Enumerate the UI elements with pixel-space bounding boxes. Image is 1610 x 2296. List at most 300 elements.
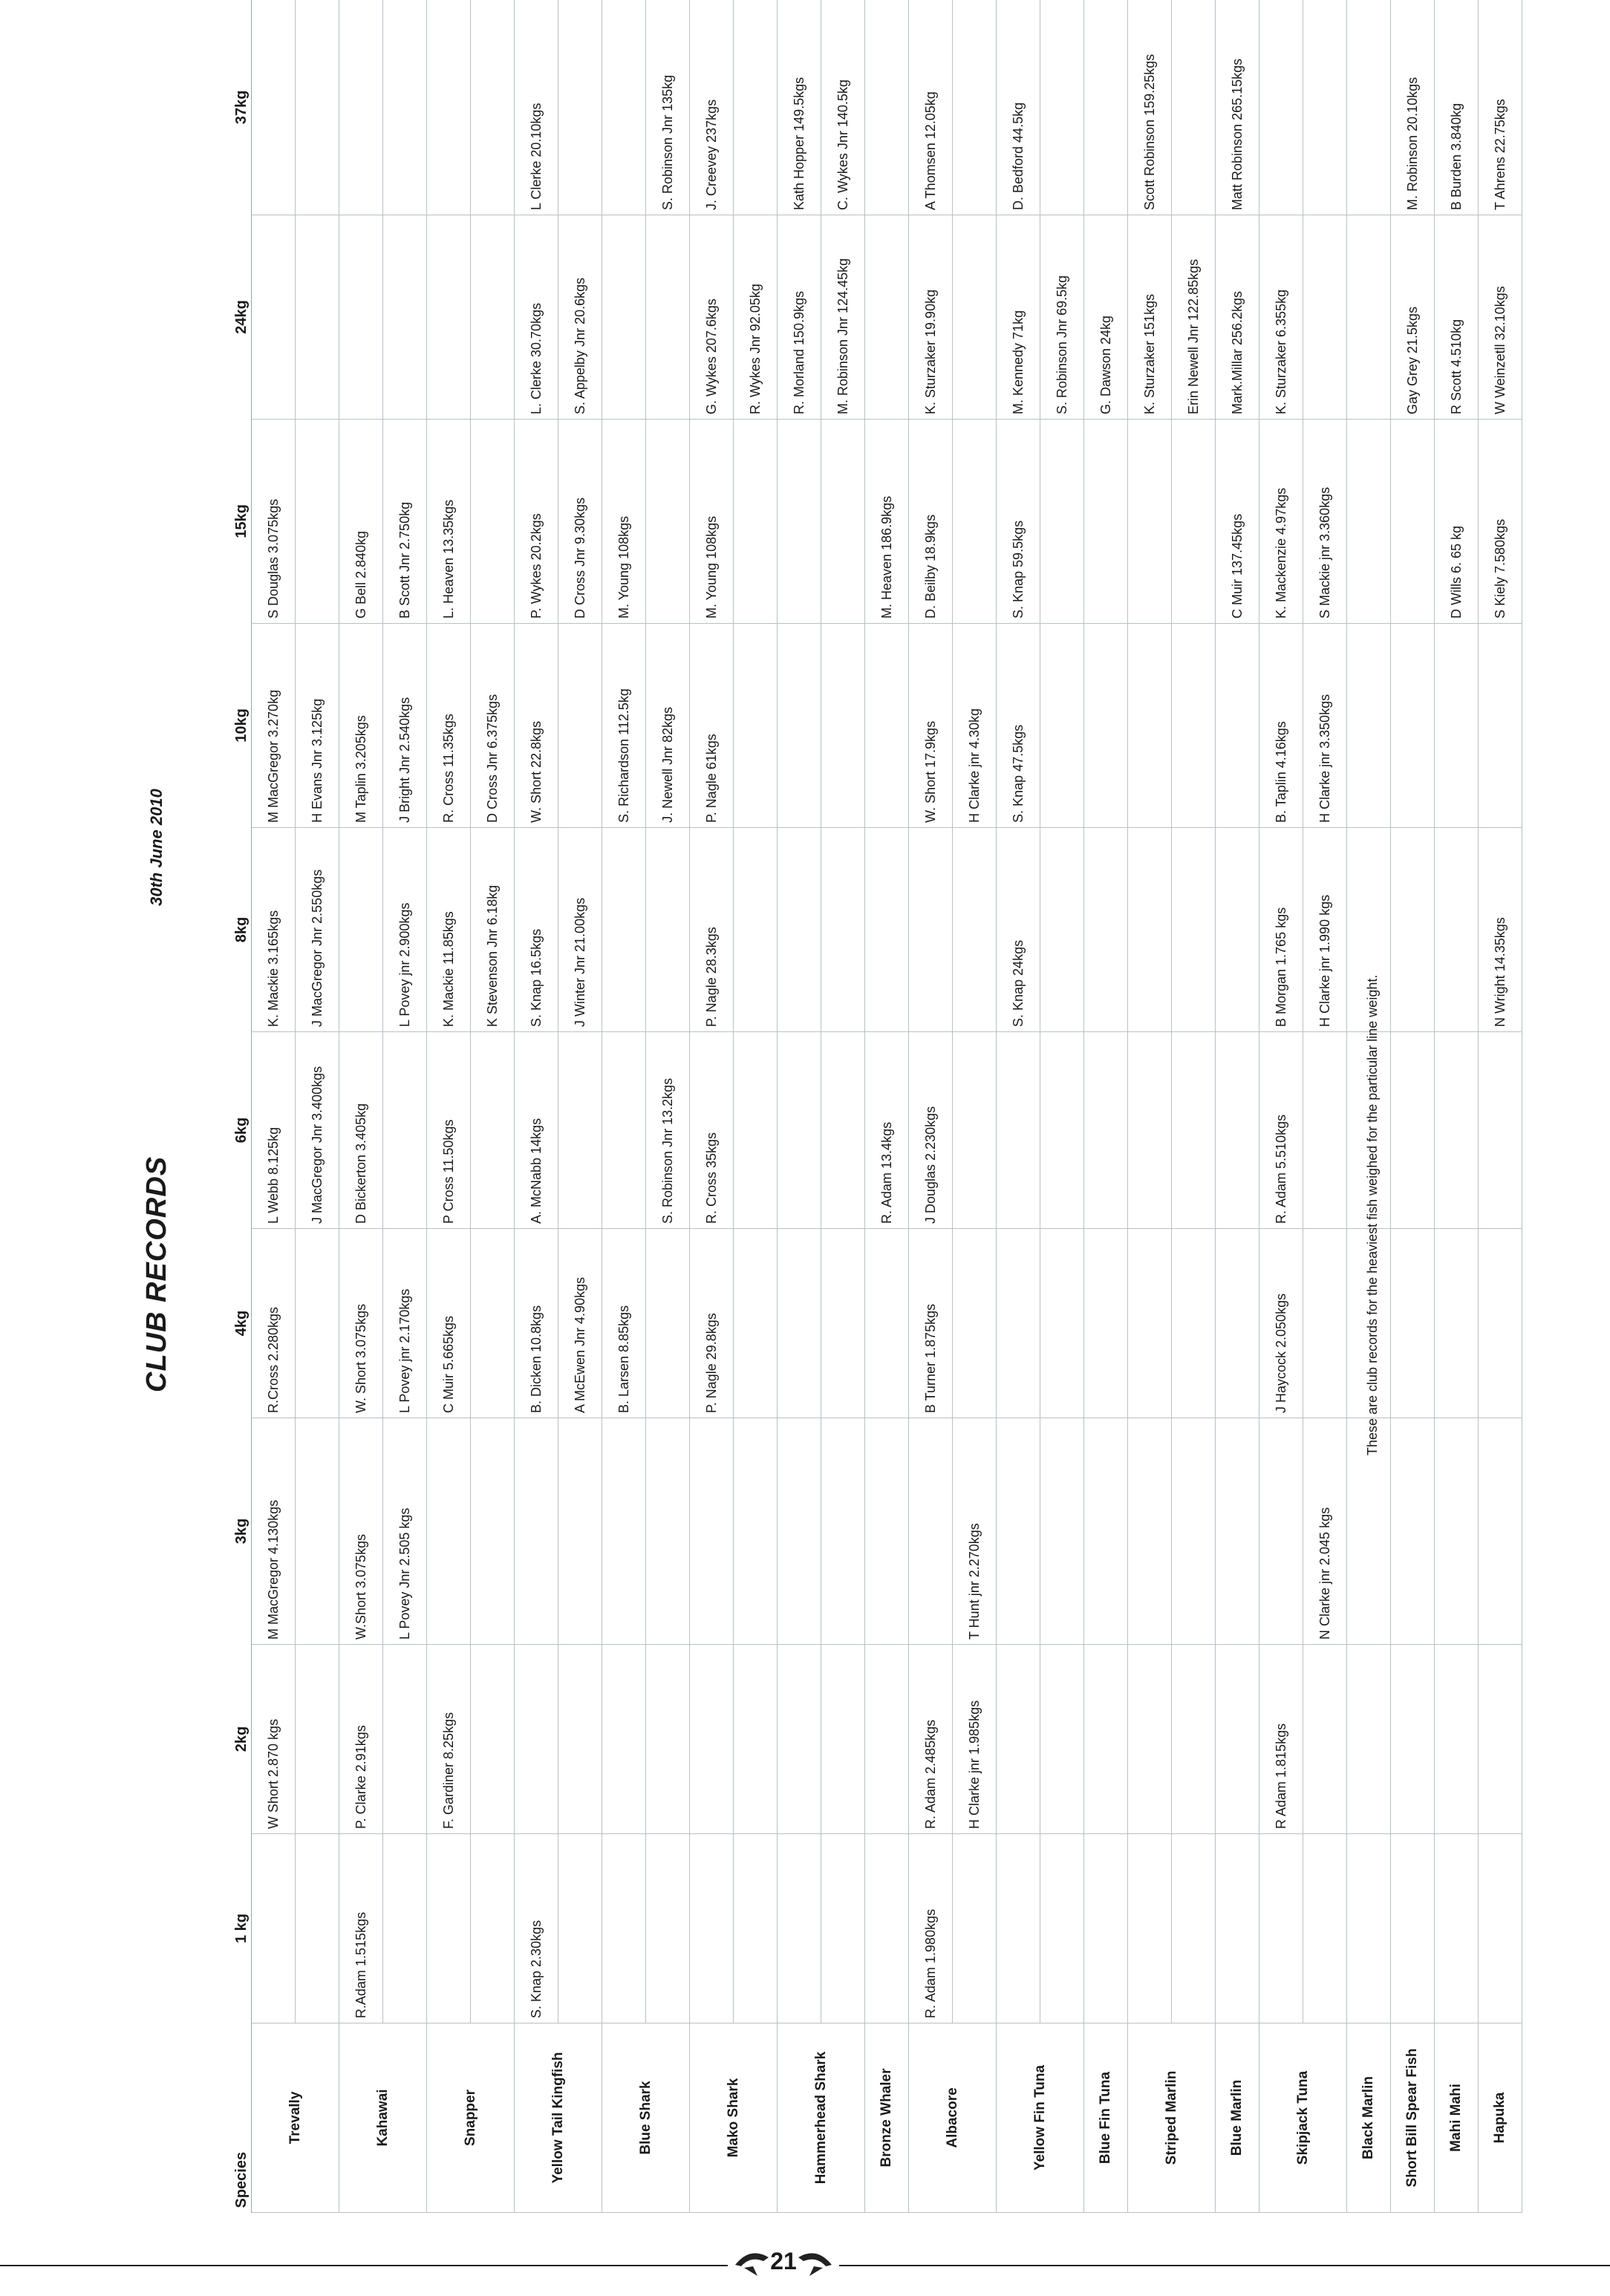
record-cell: W Short 2.870 kgs bbox=[252, 1645, 296, 1834]
record-cell: B. Taplin 4.16kgs bbox=[1259, 624, 1303, 828]
record-cell: R Scott 4.510kg bbox=[1435, 215, 1479, 420]
record-cell bbox=[778, 1032, 821, 1229]
record-cell: G. Dawson 24kg bbox=[1084, 215, 1128, 420]
species-cell: Black Marlin bbox=[1347, 2023, 1391, 2213]
species-cell: Hammerhead Shark bbox=[778, 2023, 865, 2213]
record-cell bbox=[558, 624, 602, 828]
record-cell bbox=[427, 1418, 471, 1645]
record-cell: N Clarke jnr 2.045 kgs bbox=[1303, 1418, 1347, 1645]
record-cell: D. Beilby 18.9kgs bbox=[909, 420, 953, 624]
column-header: 4kg bbox=[232, 1229, 252, 1418]
record-cell bbox=[778, 624, 821, 828]
record-cell: B Burden 3.840kg bbox=[1435, 0, 1479, 215]
record-cell: Erin Newell Jnr 122.85kgs bbox=[1172, 215, 1216, 420]
record-cell bbox=[778, 1645, 821, 1834]
record-cell: L Clerke 20.10kgs bbox=[515, 0, 558, 215]
record-cell bbox=[1391, 1645, 1435, 1834]
record-cell: C Muir 5.665kgs bbox=[427, 1229, 471, 1418]
record-cell bbox=[997, 1834, 1040, 2023]
footnote: These are club records for the heaviest fish weighed for the particular line weight. bbox=[1365, 974, 1380, 1455]
record-cell: L Povey jnr 2.170kgs bbox=[383, 1229, 427, 1418]
record-cell: C Muir 137.45kgs bbox=[1216, 420, 1259, 624]
table-row bbox=[821, 0, 865, 2213]
record-cell bbox=[1259, 0, 1303, 215]
record-cell bbox=[1216, 1032, 1259, 1229]
record-cell bbox=[471, 420, 515, 624]
record-cell: Matt Robinson 265.15kgs bbox=[1216, 0, 1259, 215]
club-records-table bbox=[232, 0, 1522, 2213]
record-cell bbox=[1040, 1418, 1084, 1645]
record-cell: D Bickerton 3.405kg bbox=[339, 1032, 383, 1229]
record-cell bbox=[471, 1418, 515, 1645]
table-body bbox=[252, 0, 1522, 2213]
record-cell bbox=[1435, 1645, 1479, 1834]
record-cell: G. Wykes 207.6kgs bbox=[690, 215, 734, 420]
record-cell bbox=[1391, 420, 1435, 624]
record-cell: H Clarke jnr 1.985kgs bbox=[953, 1645, 997, 1834]
record-cell bbox=[865, 624, 909, 828]
record-cell bbox=[471, 1834, 515, 2023]
table-row bbox=[1479, 0, 1522, 2213]
table-row bbox=[558, 0, 602, 2213]
record-cell bbox=[515, 1645, 558, 1834]
table-row bbox=[1391, 0, 1435, 2213]
record-cell: H Clarke jnr 4.30kg bbox=[953, 624, 997, 828]
record-cell bbox=[602, 1418, 646, 1645]
record-cell: P. Nagle 61kgs bbox=[690, 624, 734, 828]
record-cell bbox=[1084, 1229, 1128, 1418]
table-row bbox=[734, 0, 778, 2213]
record-cell bbox=[778, 420, 821, 624]
table-row bbox=[909, 0, 953, 2213]
record-cell bbox=[997, 1032, 1040, 1229]
record-cell bbox=[953, 1834, 997, 2023]
record-cell bbox=[1347, 624, 1391, 828]
record-cell bbox=[252, 1834, 296, 2023]
record-cell bbox=[1172, 624, 1216, 828]
record-cell bbox=[471, 1229, 515, 1418]
record-cell: J Douglas 2.230kgs bbox=[909, 1032, 953, 1229]
record-cell bbox=[1347, 0, 1391, 215]
column-header: 37kg bbox=[232, 0, 252, 215]
species-cell: Albacore bbox=[909, 2023, 997, 2213]
record-cell bbox=[1172, 1229, 1216, 1418]
record-cell bbox=[602, 1645, 646, 1834]
record-cell: S Douglas 3.075kgs bbox=[252, 420, 296, 624]
record-cell: P. Clarke 2.91kgs bbox=[339, 1645, 383, 1834]
record-cell bbox=[1128, 1834, 1172, 2023]
record-cell bbox=[1128, 1032, 1172, 1229]
record-cell bbox=[821, 1645, 865, 1834]
record-cell: S. Knap 59.5kgs bbox=[997, 420, 1040, 624]
record-cell bbox=[1303, 1032, 1347, 1229]
record-cell bbox=[953, 420, 997, 624]
column-header: 24kg bbox=[232, 215, 252, 420]
record-cell: R Adam 1.815kgs bbox=[1259, 1645, 1303, 1834]
table-row bbox=[471, 0, 515, 2213]
record-cell bbox=[1128, 1229, 1172, 1418]
record-cell bbox=[865, 1834, 909, 2023]
record-cell: S. Knap 24kgs bbox=[997, 828, 1040, 1032]
record-cell bbox=[734, 1032, 778, 1229]
species-cell: Blue Shark bbox=[602, 2023, 690, 2213]
record-cell bbox=[997, 1645, 1040, 1834]
table-row bbox=[865, 0, 909, 2213]
record-cell bbox=[1259, 1418, 1303, 1645]
column-header: 2kg bbox=[232, 1645, 252, 1834]
record-cell bbox=[1479, 1032, 1522, 1229]
record-cell bbox=[427, 1834, 471, 2023]
record-cell bbox=[1347, 1834, 1391, 2023]
record-cell: K. Sturzaker 6.355kg bbox=[1259, 215, 1303, 420]
column-header: 10kg bbox=[232, 624, 252, 828]
record-cell bbox=[690, 1834, 734, 2023]
species-cell: Mako Shark bbox=[690, 2023, 778, 2213]
record-cell bbox=[734, 1834, 778, 2023]
record-cell bbox=[646, 420, 690, 624]
record-cell bbox=[821, 1032, 865, 1229]
species-cell: Striped Marlin bbox=[1128, 2023, 1216, 2213]
record-cell bbox=[1084, 624, 1128, 828]
record-cell bbox=[1084, 828, 1128, 1032]
table-row bbox=[997, 0, 1040, 2213]
record-cell: R. Adam 13.4kgs bbox=[865, 1032, 909, 1229]
record-cell bbox=[778, 1229, 821, 1418]
record-cell: L Webb 8.125kg bbox=[252, 1032, 296, 1229]
record-cell bbox=[953, 828, 997, 1032]
table-row bbox=[953, 0, 997, 2213]
record-cell bbox=[1435, 828, 1479, 1032]
record-cell: R.Cross 2.280kgs bbox=[252, 1229, 296, 1418]
record-cell bbox=[865, 1645, 909, 1834]
record-cell: M. Young 108kgs bbox=[690, 420, 734, 624]
record-cell bbox=[1479, 624, 1522, 828]
record-cell bbox=[558, 1645, 602, 1834]
species-cell: Short Bill Spear Fish bbox=[1391, 2023, 1435, 2213]
record-cell: R. Cross 35kgs bbox=[690, 1032, 734, 1229]
record-cell bbox=[252, 0, 296, 215]
record-cell: P. Nagle 28.3kgs bbox=[690, 828, 734, 1032]
record-cell bbox=[734, 1645, 778, 1834]
record-cell bbox=[1479, 1418, 1522, 1645]
record-cell: M Taplin 3.205kgs bbox=[339, 624, 383, 828]
record-cell bbox=[1303, 1834, 1347, 2023]
record-cell bbox=[865, 0, 909, 215]
record-cell bbox=[1040, 624, 1084, 828]
record-cell bbox=[1084, 1418, 1128, 1645]
record-cell bbox=[1347, 215, 1391, 420]
table-row bbox=[427, 0, 471, 2213]
column-header: 8kg bbox=[232, 828, 252, 1032]
record-cell bbox=[1084, 1834, 1128, 2023]
record-cell bbox=[778, 828, 821, 1032]
table-row bbox=[1303, 0, 1347, 2213]
record-cell bbox=[427, 215, 471, 420]
record-cell: R. Morland 150.9kgs bbox=[778, 215, 821, 420]
record-cell: Gay Grey 21.5kgs bbox=[1391, 215, 1435, 420]
record-cell bbox=[1391, 1229, 1435, 1418]
record-cell: R. Cross 11.35kgs bbox=[427, 624, 471, 828]
record-cell: L. Heaven 13.35kgs bbox=[427, 420, 471, 624]
record-cell bbox=[1084, 1032, 1128, 1229]
record-cell: K. Mackie 3.165kgs bbox=[252, 828, 296, 1032]
species-cell: Snapper bbox=[427, 2023, 515, 2213]
column-header: 15kg bbox=[232, 420, 252, 624]
table-row bbox=[252, 0, 296, 2213]
record-cell: K. Sturzaker 19.90kg bbox=[909, 215, 953, 420]
record-cell: S. Knap 2.30kgs bbox=[515, 1834, 558, 2023]
record-cell: B. Dicken 10.8kgs bbox=[515, 1229, 558, 1418]
column-header: Species bbox=[232, 2023, 252, 2213]
table-row bbox=[602, 0, 646, 2213]
column-header: 6kg bbox=[232, 1032, 252, 1229]
record-cell: D Cross Jnr 9.30kgs bbox=[558, 420, 602, 624]
record-cell bbox=[602, 0, 646, 215]
record-cell: W Weinzetll 32.10kgs bbox=[1479, 215, 1522, 420]
record-cell bbox=[471, 215, 515, 420]
table-row bbox=[339, 0, 383, 2213]
record-cell bbox=[1259, 1834, 1303, 2023]
record-cell: J MacGregor Jnr 2.550kgs bbox=[296, 828, 339, 1032]
record-cell bbox=[646, 1418, 690, 1645]
record-cell bbox=[383, 0, 427, 215]
record-cell: P Cross 11.50kgs bbox=[427, 1032, 471, 1229]
record-cell bbox=[821, 828, 865, 1032]
record-cell bbox=[1303, 1645, 1347, 1834]
record-cell: S. Knap 16.5kgs bbox=[515, 828, 558, 1032]
record-cell bbox=[383, 1834, 427, 2023]
record-cell bbox=[558, 0, 602, 215]
record-cell bbox=[1216, 1229, 1259, 1418]
record-cell: T Hunt jnr 2.270kgs bbox=[953, 1418, 997, 1645]
column-header: 3kg bbox=[232, 1418, 252, 1645]
record-cell bbox=[296, 215, 339, 420]
record-cell: K. Mackenzie 4.97kgs bbox=[1259, 420, 1303, 624]
record-cell bbox=[865, 828, 909, 1032]
record-cell bbox=[1040, 420, 1084, 624]
record-cell: S. Richardson 112.5kg bbox=[602, 624, 646, 828]
title-bar bbox=[141, 0, 215, 2213]
record-cell bbox=[1216, 624, 1259, 828]
record-cell bbox=[1216, 1834, 1259, 2023]
record-cell bbox=[865, 1418, 909, 1645]
record-cell: N Wright 14.35kgs bbox=[1479, 828, 1522, 1032]
record-cell bbox=[646, 215, 690, 420]
record-cell bbox=[1040, 1645, 1084, 1834]
record-cell: F. Gardiner 8.25kgs bbox=[427, 1645, 471, 1834]
page-title: CLUB RECORDS bbox=[141, 1155, 172, 1392]
species-cell: Yellow Fin Tuna bbox=[997, 2023, 1084, 2213]
record-cell: L. Clerke 30.70kgs bbox=[515, 215, 558, 420]
record-cell bbox=[1172, 1645, 1216, 1834]
record-cell bbox=[1435, 1032, 1479, 1229]
record-cell bbox=[252, 215, 296, 420]
record-cell bbox=[953, 1229, 997, 1418]
record-cell bbox=[734, 1418, 778, 1645]
record-cell bbox=[558, 1032, 602, 1229]
record-cell bbox=[1435, 624, 1479, 828]
record-cell bbox=[296, 1645, 339, 1834]
record-cell bbox=[734, 1229, 778, 1418]
record-cell bbox=[953, 0, 997, 215]
record-cell bbox=[1040, 828, 1084, 1032]
record-cell: S. Robinson Jnr 69.5kg bbox=[1040, 215, 1084, 420]
record-cell: M MacGregor 3.270kg bbox=[252, 624, 296, 828]
record-cell bbox=[1479, 1645, 1522, 1834]
record-cell bbox=[558, 1418, 602, 1645]
rotated-page-content bbox=[141, 0, 1508, 2213]
table-row bbox=[778, 0, 821, 2213]
record-cell bbox=[734, 0, 778, 215]
record-cell bbox=[1435, 1418, 1479, 1645]
record-cell bbox=[1128, 828, 1172, 1032]
record-cell: K. Mackie 11.85kgs bbox=[427, 828, 471, 1032]
record-cell: H Clarke jnr 1.990 kgs bbox=[1303, 828, 1347, 1032]
record-cell bbox=[1084, 420, 1128, 624]
record-cell bbox=[1216, 1418, 1259, 1645]
record-cell: J. Creevey 237kgs bbox=[690, 0, 734, 215]
record-cell: W. Short 17.9kgs bbox=[909, 624, 953, 828]
table-row bbox=[1435, 0, 1479, 2213]
record-cell bbox=[734, 420, 778, 624]
record-cell bbox=[690, 1418, 734, 1645]
species-cell: Bronze Whaler bbox=[865, 2023, 909, 2213]
table-row bbox=[296, 0, 339, 2213]
record-cell: P. Wykes 20.2kgs bbox=[515, 420, 558, 624]
species-cell: Blue Fin Tuna bbox=[1084, 2023, 1128, 2213]
record-cell: J Bright Jnr 2.540kgs bbox=[383, 624, 427, 828]
record-cell bbox=[821, 1229, 865, 1418]
record-cell bbox=[646, 1229, 690, 1418]
record-cell bbox=[690, 1645, 734, 1834]
species-cell: Hapuka bbox=[1479, 2023, 1522, 2213]
species-cell: Skipjack Tuna bbox=[1259, 2023, 1347, 2213]
record-cell bbox=[383, 215, 427, 420]
record-cell: M. Robinson Jnr 124.45kg bbox=[821, 215, 865, 420]
record-cell: W.Short 3.075kgs bbox=[339, 1418, 383, 1645]
record-cell bbox=[383, 1032, 427, 1229]
record-cell: B. Larsen 8.85kgs bbox=[602, 1229, 646, 1418]
record-cell bbox=[1435, 1229, 1479, 1418]
record-cell: J Haycock 2.050kgs bbox=[1259, 1229, 1303, 1418]
record-cell: P. Nagle 29.8kgs bbox=[690, 1229, 734, 1418]
record-cell bbox=[1391, 828, 1435, 1032]
record-cell bbox=[296, 1834, 339, 2023]
record-cell bbox=[909, 1418, 953, 1645]
record-cell bbox=[296, 0, 339, 215]
record-cell bbox=[602, 1834, 646, 2023]
record-cell: J Winter Jnr 21.00kgs bbox=[558, 828, 602, 1032]
record-cell bbox=[1435, 1834, 1479, 2023]
record-cell bbox=[471, 1032, 515, 1229]
record-cell bbox=[602, 828, 646, 1032]
record-cell bbox=[1084, 1645, 1128, 1834]
record-cell: A Thomsen 12.05kg bbox=[909, 0, 953, 215]
record-cell bbox=[1391, 1032, 1435, 1229]
record-cell bbox=[997, 1418, 1040, 1645]
record-cell bbox=[953, 1032, 997, 1229]
species-cell: Blue Marlin bbox=[1216, 2023, 1259, 2213]
record-cell: T Ahrens 22.75kgs bbox=[1479, 0, 1522, 215]
record-cell: S. Knap 47.5kgs bbox=[997, 624, 1040, 828]
record-cell bbox=[296, 1229, 339, 1418]
record-cell bbox=[1391, 1418, 1435, 1645]
page-number-badge bbox=[728, 2235, 839, 2287]
record-cell bbox=[1347, 1645, 1391, 1834]
column-header: 1 kg bbox=[232, 1834, 252, 2023]
record-cell bbox=[296, 420, 339, 624]
record-cell: A. McNabb 14kgs bbox=[515, 1032, 558, 1229]
record-cell: S Kiely 7.580kgs bbox=[1479, 420, 1522, 624]
record-cell bbox=[471, 1645, 515, 1834]
record-cell: M. Robinson 20.10kgs bbox=[1391, 0, 1435, 215]
table-row bbox=[690, 0, 734, 2213]
record-cell: A McEwen Jnr 4.90kgs bbox=[558, 1229, 602, 1418]
record-cell: L Povey jnr 2.900kgs bbox=[383, 828, 427, 1032]
record-cell bbox=[602, 1032, 646, 1229]
table-row bbox=[1084, 0, 1128, 2213]
record-cell bbox=[821, 420, 865, 624]
record-cell: M. Heaven 186.9kgs bbox=[865, 420, 909, 624]
record-cell: J MacGregor Jnr 3.400kgs bbox=[296, 1032, 339, 1229]
record-cell bbox=[909, 828, 953, 1032]
record-cell: K. Sturzaker 151kgs bbox=[1128, 215, 1172, 420]
record-cell bbox=[1172, 0, 1216, 215]
table-row bbox=[1216, 0, 1259, 2213]
record-cell bbox=[1172, 1418, 1216, 1645]
record-cell bbox=[1040, 1229, 1084, 1418]
record-cell bbox=[1303, 215, 1347, 420]
record-cell: J. Newell Jnr 82kgs bbox=[646, 624, 690, 828]
record-cell bbox=[646, 1645, 690, 1834]
record-cell: B Turner 1.875kgs bbox=[909, 1229, 953, 1418]
record-cell bbox=[821, 624, 865, 828]
records-date: 30th June 2010 bbox=[147, 789, 166, 906]
record-cell bbox=[1128, 624, 1172, 828]
record-cell: Scott Robinson 159.25kgs bbox=[1128, 0, 1172, 215]
record-cell bbox=[821, 1834, 865, 2023]
table-row bbox=[646, 0, 690, 2213]
record-cell: D Cross Jnr 6.375kgs bbox=[471, 624, 515, 828]
record-cell: D Wills 6. 65 kg bbox=[1435, 420, 1479, 624]
record-cell bbox=[339, 828, 383, 1032]
record-cell: H Clarke jnr 3.350kgs bbox=[1303, 624, 1347, 828]
record-cell bbox=[1479, 1229, 1522, 1418]
record-cell: S. Appelby Jnr 20.6kgs bbox=[558, 215, 602, 420]
record-cell: M. Young 108kgs bbox=[602, 420, 646, 624]
record-cell bbox=[1040, 1834, 1084, 2023]
species-cell: Mahi Mahi bbox=[1435, 2023, 1479, 2213]
record-cell bbox=[1216, 828, 1259, 1032]
record-cell bbox=[1303, 0, 1347, 215]
record-cell: S Mackie jnr 3.360kgs bbox=[1303, 420, 1347, 624]
record-cell bbox=[646, 828, 690, 1032]
record-cell: R. Adam 2.485kgs bbox=[909, 1645, 953, 1834]
record-cell: B Scott Jnr 2.750kg bbox=[383, 420, 427, 624]
record-cell bbox=[865, 215, 909, 420]
species-cell: Trevally bbox=[252, 2023, 339, 2213]
record-cell bbox=[865, 1229, 909, 1418]
record-cell bbox=[734, 624, 778, 828]
record-cell: D. Bedford 44.5kg bbox=[997, 0, 1040, 215]
record-cell bbox=[1040, 0, 1084, 215]
record-cell bbox=[427, 0, 471, 215]
species-cell: Yellow Tail Kingfish bbox=[515, 2023, 602, 2213]
table-row bbox=[1040, 0, 1084, 2213]
record-cell: C. Wykes Jnr 140.5kg bbox=[821, 0, 865, 215]
record-cell bbox=[1172, 828, 1216, 1032]
record-cell bbox=[1172, 1834, 1216, 2023]
